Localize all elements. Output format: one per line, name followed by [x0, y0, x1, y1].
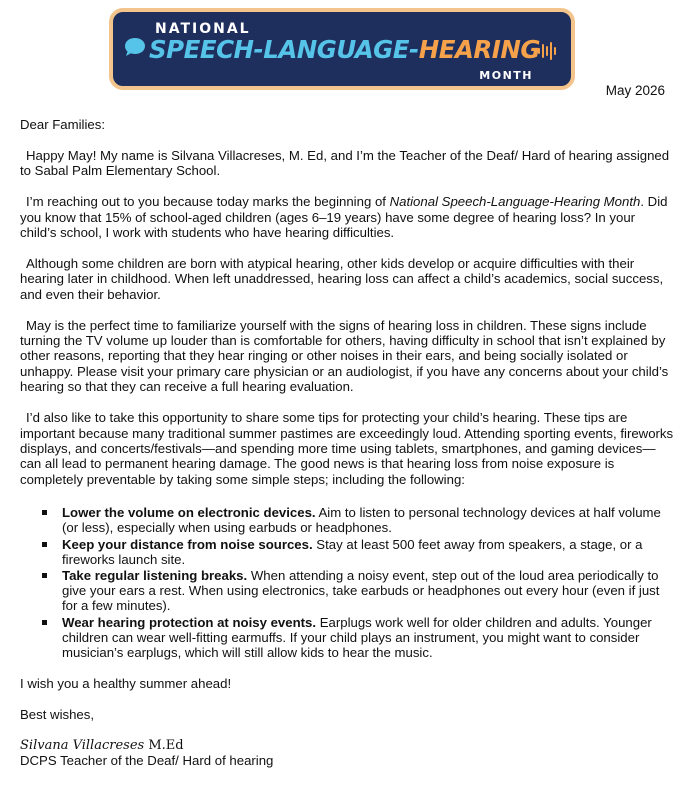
month-banner [109, 8, 575, 90]
greeting: Dear Families: [20, 117, 106, 132]
paragraph-signs: May is the perfect time to familiarize yourself with the signs of hearing loss in children. These signs include turning the TV volume up louder than is comfortable for others, having difficulty in school that isn’t explained by other reasons, reporting that they hear ringing or other noises in their ears, and being socially isolated or unhappy. Please visit your primary care physician or an audiologist, if you have any concerns about your child’s hearing so that they can receive a full hearing evaluation. [20, 317, 669, 395]
closing-wish: I wish you a healthy summer ahead! [20, 676, 232, 692]
tip-text: Aim to listen to personal technology devices at half volume (or less), especially when using earbuds or headphones. [62, 505, 661, 536]
tip-title: Take regular listening breaks. [62, 568, 248, 584]
tip-text: Stay at least 500 feet away from speakers, a stage, or a fireworks launch site. [62, 536, 643, 567]
letter-date: May 2026 [605, 83, 665, 98]
tip-title: Keep your distance from noise sources. [62, 536, 313, 552]
list-item [62, 568, 674, 614]
paragraph-intro: Happy May! My name is Silvana Villacreses, M. Ed, and I’m the Teacher of the Deaf/ Hard of hearing assigned to Sabal Palm Elementary School. [20, 147, 670, 179]
tip-title: Wear hearing protection at noisy events. [62, 614, 317, 630]
signature [20, 738, 674, 753]
letter-body [20, 117, 674, 784]
tip-title: Lower the volume on electronic devices. [62, 505, 316, 521]
signature-name: Silvana Villacreses [20, 738, 145, 754]
signature-title: DCPS Teacher of the Deaf/ Hard of hearing [20, 753, 274, 769]
banner-national: NATIONAL [155, 21, 251, 37]
sound-wave-icon [537, 42, 559, 60]
paragraph-tips-intro: I’d also like to take this opportunity to share some tips for protecting your child’s hearing. These tips are important because many traditional summer pastimes are exceedingly loud. Attending sporting events, fireworks displays, and concerts/festivals—and spending more time using tablets, smartphones, and gaming devices—can all lead to permanent hearing damage. The good news is that hearing loss from noise exposure is completely preventable by taking some simple steps; including the following: [20, 410, 674, 487]
tip-text: Earplugs work well for older children and adults. Younger children can wear well-fitting earmuffs. If your child plays an instrument, you might want to consider musician’s earplugs, which will still allow kids to hear the music. [62, 614, 652, 661]
banner-title [149, 35, 540, 64]
month-name-italic: National Speech-Language-Hearing Month [389, 194, 641, 210]
paragraph-awareness-end: . Did you know that 15% of school-aged children (ages 6–19 years) have some degree of hearing loss? In your child’s school, I work with students who have hearing difficulties. [20, 194, 668, 241]
signature-suffix: M.Ed [144, 738, 184, 754]
speech-bubble-icon [124, 37, 146, 57]
tip-text: When attending a noisy event, step out of the loud area periodically to give your ears a rest. When using electronics, take earbuds or headphones out every hour (even if just for a few minutes). [62, 568, 660, 614]
tips-list [20, 505, 674, 660]
banner-title-speech-language: SPEECH-LANGUAGE- [149, 35, 419, 64]
banner-month: MONTH [479, 69, 533, 82]
paragraph-awareness-start: I’m reaching out to you because today marks the beginning of [26, 194, 390, 210]
banner-title-hearing: HEARING [418, 35, 540, 64]
paragraph-awareness [20, 194, 674, 240]
closing-sign-off: Best wishes, [20, 707, 95, 723]
paragraph-causes: Although some children are born with atypical hearing, other kids develop or acquire difficulties with their hearing later in childhood. When left unaddressed, hearing loss can affect a child’s academics, social success, and even their behavior. [20, 255, 664, 302]
list-item [62, 615, 674, 661]
list-item [62, 505, 674, 535]
list-item [62, 537, 674, 567]
